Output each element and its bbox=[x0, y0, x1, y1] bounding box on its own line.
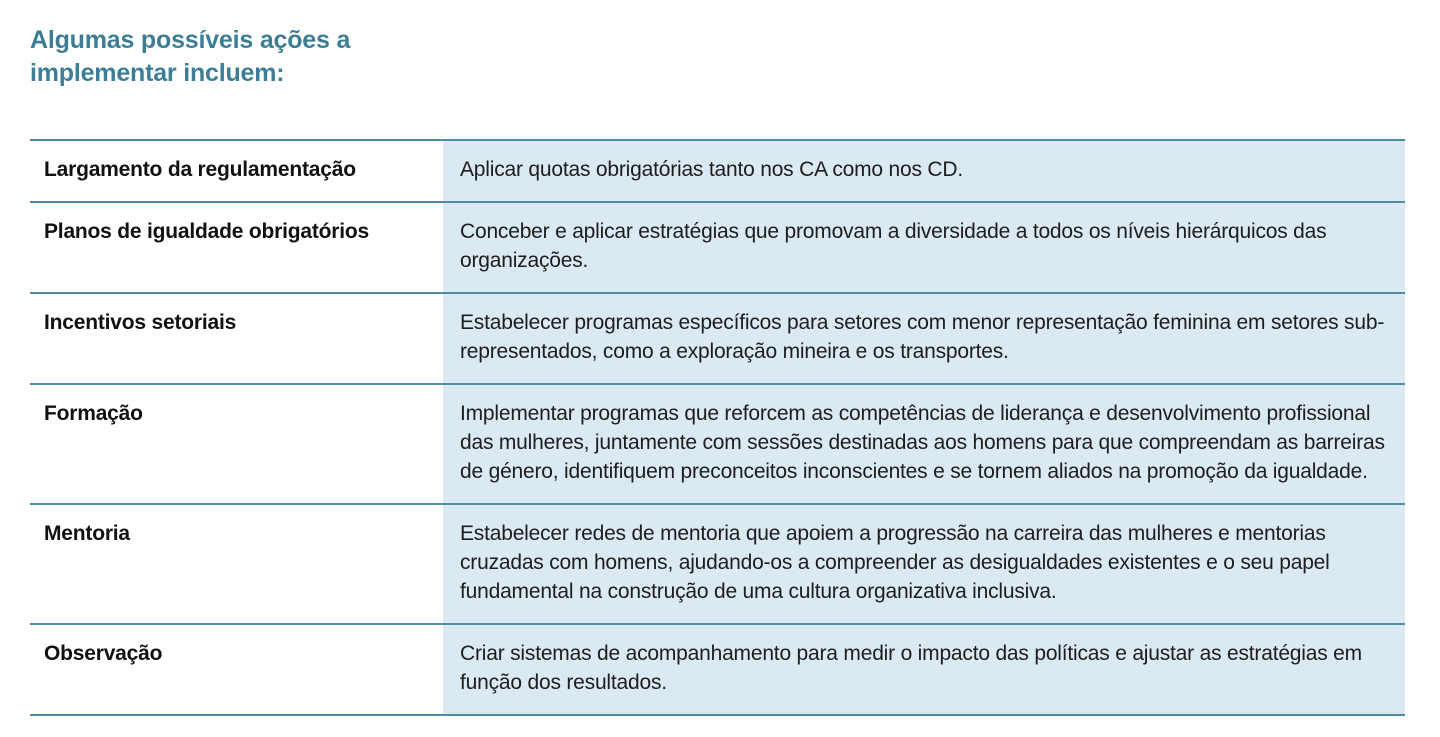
table-row bbox=[30, 383, 1405, 503]
action-description: Estabelecer programas específicos para setores com menor representação feminina em setores sub-representados, como a exploração mineira e os transportes. bbox=[443, 294, 1405, 383]
table-row bbox=[30, 503, 1405, 623]
action-label: Observação bbox=[30, 625, 443, 714]
table-row bbox=[30, 201, 1405, 292]
table-row bbox=[30, 623, 1405, 714]
table-row bbox=[30, 292, 1405, 383]
action-label: Mentoria bbox=[30, 505, 443, 623]
action-label: Largamento da regulamentação bbox=[30, 141, 443, 201]
action-description: Criar sistemas de acompanhamento para medir o impacto das políticas e ajustar as estratégias em função dos resultados. bbox=[443, 625, 1405, 714]
action-description: Conceber e aplicar estratégias que promovam a diversidade a todos os níveis hierárquicos das organizações. bbox=[443, 203, 1405, 292]
section-heading: Algumas possíveis ações a implementar incluem: bbox=[30, 26, 351, 87]
action-label: Planos de igualdade obrigatórios bbox=[30, 203, 443, 292]
table-body bbox=[30, 141, 1405, 714]
action-description: Implementar programas que reforcem as competências de liderança e desenvolvimento profissional das mulheres, juntamente com sessões destinadas aos homens para que compreendam as barreiras de género, identifiquem preconceitos inconscientes e se tornem aliados na promoção da igualdade. bbox=[443, 385, 1405, 503]
table-row bbox=[30, 141, 1405, 201]
document-page bbox=[0, 24, 1440, 737]
action-label: Incentivos setoriais bbox=[30, 294, 443, 383]
action-description: Estabelecer redes de mentoria que apoiem a progressão na carreira das mulheres e mentorias cruzadas com homens, ajudando-os a compreender as desigualdades existentes e o seu papel fundamental na construção de uma cultura organizativa inclusiva. bbox=[443, 505, 1405, 623]
action-label: Formação bbox=[30, 385, 443, 503]
action-description: Aplicar quotas obrigatórias tanto nos CA como nos CD. bbox=[443, 141, 1405, 201]
actions-table bbox=[30, 139, 1405, 716]
